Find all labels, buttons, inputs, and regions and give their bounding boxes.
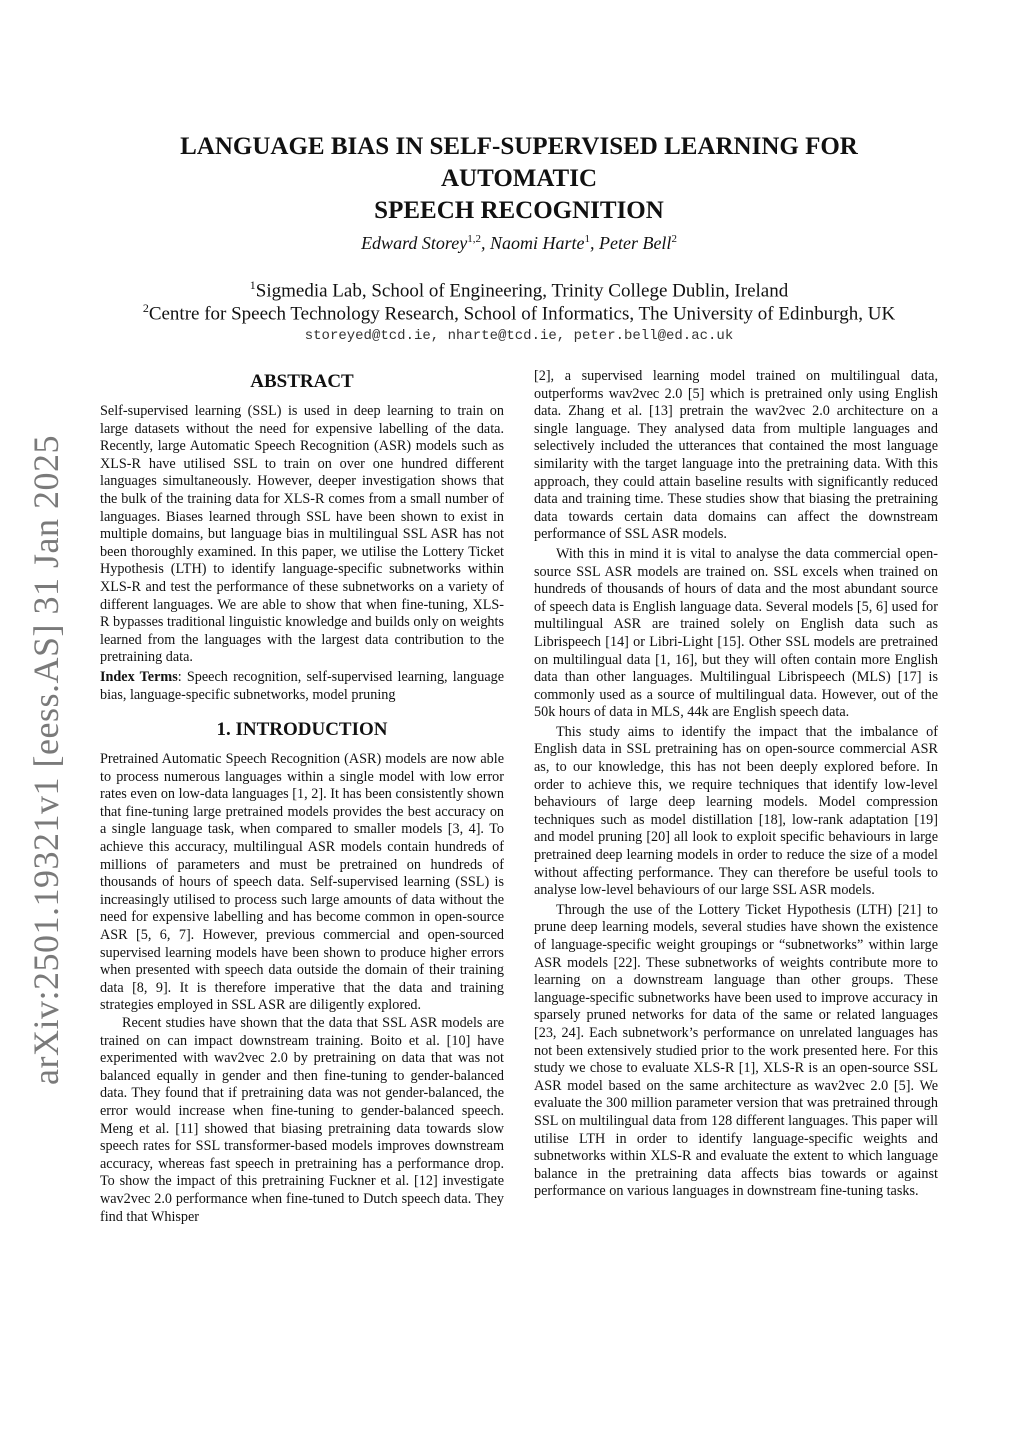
affiliation-1 [80,278,958,302]
arxiv-identifier: arXiv:2501.19321v1 [eess.AS] 31 Jan 2025 [26,435,66,1085]
author-3-affil: 2 [671,233,677,245]
left-column [100,368,504,1226]
index-terms-label: Index Terms [100,668,178,685]
intro-paragraph-1: Pretrained Automatic Speech Recognition (ASR) models are now able to process numerous languages within a single model with low error rates even on low-data languages [1, 2]. It has been consistently shown that fine-tuning large pretrained models provides the best accuracy on a single language task, when compared to smaller models [3, 4]. To achieve this accuracy, multilingual ASR models contain hundreds of millions of parameters and must be pretrained on hundreds of thousands of hours of speech data. Self-supervised learning (SSL) is increasingly utilised to process such large amounts of data without the need for expensive labelling and has become common in open-source ASR [5, 6, 7]. However, previous commercial and open-sourced supervised learning models have been shown to produce higher errors when presented with speech data outside the domain of their training data [8, 9]. It is therefore imperative that the data and training strategies employed in SSL ASR are diligently explored. [100,751,504,1014]
introduction-heading: 1. INTRODUCTION [216,719,388,741]
author-list [100,233,938,254]
index-terms [100,669,504,704]
intro-paragraph-5: This study aims to identify the impact that the imbalance of English data in SSL pretraining has on open-source commercial ASR as, to our knowledge, this has not been deeply explored before. In order to achieve this, we require techniques that identify low-level behaviours of large deep learning models. Model compression techniques such as model distillation [18], low-rank adaptation [19] and model pruning [20] all look to exploit specific behaviours in large pretrained deep learning models in order to reduce the size of a model without affecting performance. They can therefore be useful tools to analyse low-level behaviours of our large SSL ASR models. [534,723,938,899]
affiliation-2 [80,301,958,325]
intro-paragraph-6: Through the use of the Lottery Ticket Hypothesis (LTH) [21] to prune deep learning models, several studies have shown the existence of language-specific weight groupings or “subnetworks” within large ASR models [22]. These subnetworks of weights contribute more to learning on a downstream language than other groups. These language-specific subnetworks have been used to improve accuracy in sparsely pruned networks for data of the same or related languages [23, 24]. Each subnetwork’s performance on unrelated languages has not been extensively studied prior to the work presented here. For this study we chose to evaluate XLS-R [1], XLS-R is an open-source SSL ASR model based on the same architecture as wav2vec 2.0 [5]. We evaluate the 300 million parameter version that was pretrained through SSL on multilingual data from 128 different languages. This paper will utilise LTH in order to identify language-specific weights and subnetworks within XLS-R and evaluate the extent to which language balance in the pretraining data affects bias towards or against performance on various languages in downstream fine-tuning tasks. [534,901,938,1200]
paper-title [100,131,938,227]
affiliation-1-mark: 1 [249,278,256,292]
author-emails: storeyed@tcd.ie, nharte@tcd.ie, peter.bell@ed.ac.uk [304,328,734,344]
abstract-heading: ABSTRACT [250,371,354,392]
intro-paragraph-3: [2], a supervised learning model trained on multilingual data, outperforms wav2vec 2.0 [5] which is pretrained only using English data. Zhang et al. [13] pretrain the wav2vec 2.0 architecture on a single language. They analysed data from multiple languages and selectively included the utterances that contained the most language similarity with the target language into the pretraining data. With this approach, they could attain baseline results with significantly reduced data and training time. These studies show that biasing the pretraining data towards certain data domains can affect the downstream performance of SSL ASR models. [534,368,938,543]
affiliation-2-mark: 2 [142,301,149,315]
author-1: Edward Storey [361,233,468,253]
author-2: , Naomi Harte [480,233,585,253]
title-line-2: SPEECH RECOGNITION [374,197,664,224]
author-1-affil: 1,2 [467,233,481,245]
index-terms-text: : Speech recognition, self-supervised learning, language bias, language-specific subnetworks, model pruning [100,668,505,703]
author-3: , Peter Bell [589,233,672,253]
intro-paragraph-2: Recent studies have shown that the data that SSL ASR models are trained on can impact downstream training. Boito et al. [10] have experimented with wav2vec 2.0 by pretraining on data that was not balanced equally in gender and then fine-tuning to gender-balanced data. They found that if pretraining data was not gender-balanced, the error would increase when fine-tuning to gender-balanced speech. Meng et al. [11] showed that biasing pretraining data towards slow speech rates for SSL transformer-based models improves downstream accuracy, whereas fast speech in pretraining has a performance drop. To show the impact of this pretraining Fuckner et al. [12] investigate wav2vec 2.0 performance when fine-tuned to Dutch speech data. They find that Whisper [100,1015,504,1225]
affiliation-1-text: Sigmedia Lab, School of Engineering, Trinity College Dublin, Ireland [255,280,789,302]
abstract-text: Self-supervised learning (SSL) is used in deep learning to train on large datasets without the need for expensive labelling of the data. Recently, large Automatic Speech Recognition (ASR) models such as XLS-R have utilised SSL to train on over one hundred different languages simultaneously. However, deeper investigation shows that the bulk of the training data for XLS-R comes from a small number of languages. Biases learned through SSL have been shown to exist in multiple domains, but language bias in multilingual SSL ASR has not been thoroughly examined. In this paper, we utilise the Lottery Ticket Hypothesis (LTH) to identify language-specific subnetworks within XLS-R and test the performance of these subnetworks on a variety of different languages. We are able to show that when fine-tuning, XLS-R bypasses traditional linguistic knowledge and builds only on weights learned from the languages with the largest data contribution to the pretraining data. [100,403,504,666]
intro-paragraph-4: With this in mind it is vital to analyse the data commercial open-source SSL ASR models are trained on. SSL excels when trained on hundreds of thousands of hours of data and the most abundant source of speech data is English language data. Several models [5, 6] used for multilingual ASR are trained solely on English data such as Librispeech [14] or Libri-Light [15]. Other SSL models are pretrained on multilingual data [1, 16], but they will often contain more English data than other languages. Multilingual Librispeech (MLS) [17] is commonly used as a source of multilingual data. However, out of the 50k hours of data in MLS, 44k are English speech data. [534,545,938,721]
right-column [534,368,938,1201]
arxiv-stamp [20,0,72,1448]
affiliation-2-text: Centre for Speech Technology Research, School of Informatics, The University of Edinburgh, UK [148,303,896,325]
title-line-1: LANGUAGE BIAS IN SELF-SUPERVISED LEARNING FOR AUTOMATIC [180,133,858,192]
author-2-affil: 1 [584,233,590,245]
